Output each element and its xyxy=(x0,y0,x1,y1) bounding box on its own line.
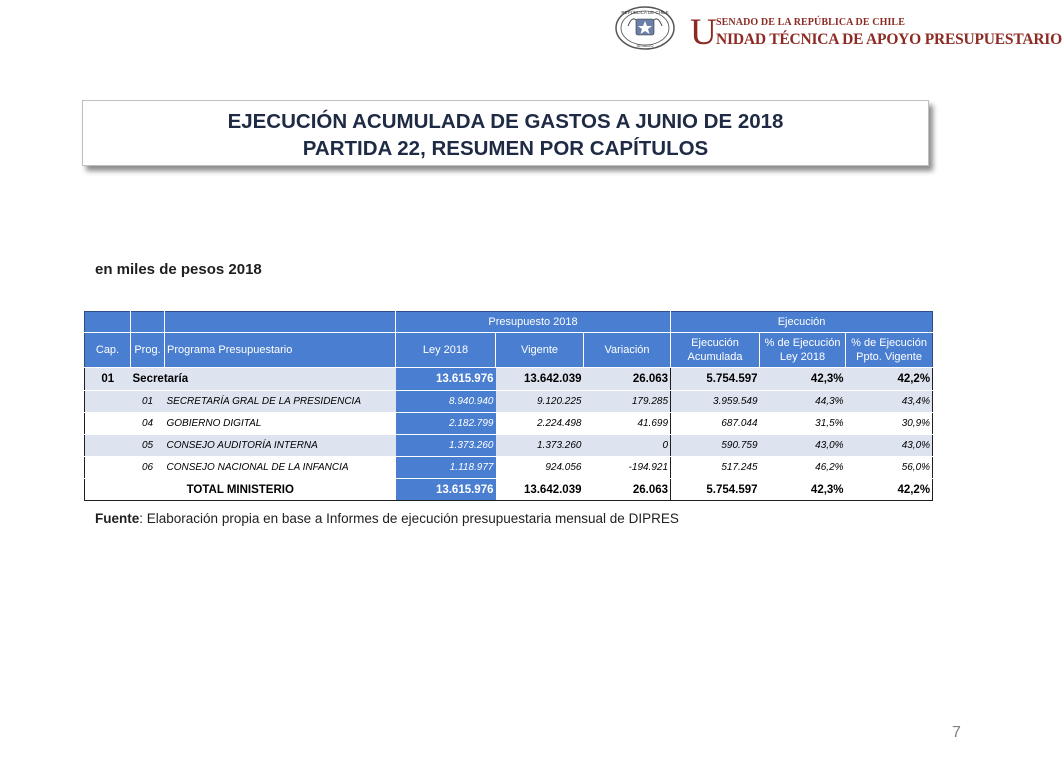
chapter-variacion: 26.063 xyxy=(584,368,671,391)
chapter-ejecucion: 5.754.597 xyxy=(671,368,760,391)
program-variacion: -194.921 xyxy=(584,457,671,479)
program-name: CONSEJO NACIONAL DE LA INFANCIA xyxy=(165,457,396,479)
brand-senate-caption: SENADO DE LA REPÚBLICA DE CHILE xyxy=(716,17,905,28)
source-text: : Elaboración propia en base a Informes de ejecución presupuestaria mensual de DIPRES xyxy=(139,511,679,526)
program-pct-ley: 44,3% xyxy=(760,391,846,413)
chapter-vigente: 13.642.039 xyxy=(496,368,584,391)
program-ley: 2.182.799 xyxy=(396,413,496,435)
program-ley: 8.940.940 xyxy=(396,391,496,413)
chapter-cap: 01 xyxy=(85,368,131,391)
program-vigente: 924.056 xyxy=(496,457,584,479)
program-code: 06 xyxy=(131,457,165,479)
program-pct-vigente: 43,0% xyxy=(846,435,933,457)
chapter-ley: 13.615.976 xyxy=(396,368,496,391)
svg-text:SENADO: SENADO xyxy=(636,43,654,48)
program-vigente: 1.373.260 xyxy=(496,435,584,457)
header-group-ejecucion: Ejecución xyxy=(671,312,933,333)
program-variacion: 179.285 xyxy=(584,391,671,413)
program-ley: 1.373.260 xyxy=(396,435,496,457)
program-ejecucion: 590.759 xyxy=(671,435,760,457)
program-name: SECRETARÍA GRAL DE LA PRESIDENCIA xyxy=(165,391,396,413)
program-name: CONSEJO AUDITORÍA INTERNA xyxy=(165,435,396,457)
header-blank-cell xyxy=(85,312,131,333)
total-vigente: 13.642.039 xyxy=(496,479,584,501)
program-code: 05 xyxy=(131,435,165,457)
source-label: Fuente xyxy=(95,511,140,526)
page-number: 7 xyxy=(952,724,961,741)
chapter-name: Secretaría xyxy=(131,368,396,391)
total-variacion: 26.063 xyxy=(584,479,671,501)
program-pct-vigente: 56,0% xyxy=(846,457,933,479)
program-variacion: 41.699 xyxy=(584,413,671,435)
program-vigente: 9.120.225 xyxy=(496,391,584,413)
program-pct-vigente: 43,4% xyxy=(846,391,933,413)
header-variacion: Variación xyxy=(584,333,671,368)
chapter-row xyxy=(85,368,933,391)
units-caption: en miles de pesos 2018 xyxy=(95,261,262,278)
total-ley: 13.615.976 xyxy=(396,479,496,501)
header-vigente: Vigente xyxy=(496,333,584,368)
header-ley: Ley 2018 xyxy=(396,333,496,368)
brand-unit-name: NIDAD TÉCNICA DE APOYO PRESUPUESTARIO xyxy=(716,31,1062,48)
total-pct-vigente: 42,2% xyxy=(846,479,933,501)
program-code: 01 xyxy=(131,391,165,413)
program-cap xyxy=(85,457,131,479)
program-ejecucion: 687.044 xyxy=(671,413,760,435)
senate-seal-logo xyxy=(614,6,676,50)
program-row xyxy=(85,413,933,435)
program-pct-vigente: 30,9% xyxy=(846,413,933,435)
svg-text:REPÚBLICA DE CHILE: REPÚBLICA DE CHILE xyxy=(621,10,669,15)
program-name: GOBIERNO DIGITAL xyxy=(165,413,396,435)
table-header-columns-row xyxy=(85,333,933,368)
program-ley: 1.118.977 xyxy=(396,457,496,479)
table-header-group-row xyxy=(85,312,933,333)
program-row xyxy=(85,435,933,457)
header-ejecucion: Ejecución Acumulada xyxy=(671,333,760,368)
total-label: TOTAL MINISTERIO xyxy=(85,479,396,501)
page-title: EJECUCIÓN ACUMULADA DE GASTOS A JUNIO DE 2018 xyxy=(227,110,784,133)
total-ejecucion: 5.754.597 xyxy=(671,479,760,501)
program-pct-ley: 46,2% xyxy=(760,457,846,479)
total-pct-ley: 42,3% xyxy=(760,479,846,501)
program-vigente: 2.224.498 xyxy=(496,413,584,435)
title-box xyxy=(82,100,929,166)
budget-execution-table xyxy=(84,311,933,501)
header-pct-ley: % de Ejecución Ley 2018 xyxy=(760,333,846,368)
source-note xyxy=(95,511,679,526)
program-cap xyxy=(85,413,131,435)
page-subtitle: PARTIDA 22, RESUMEN POR CAPÍTULOS xyxy=(302,137,709,160)
chapter-pct-vigente: 42,2% xyxy=(846,368,933,391)
program-row xyxy=(85,391,933,413)
program-cap xyxy=(85,391,131,413)
total-row xyxy=(85,479,933,501)
program-pct-ley: 31,5% xyxy=(760,413,846,435)
header-prog: Prog. xyxy=(131,333,165,368)
header-pct-vigente: % de Ejecución Ppto. Vigente xyxy=(846,333,933,368)
chapter-pct-ley: 42,3% xyxy=(760,368,846,391)
brand-initial-letter: U xyxy=(690,12,717,53)
program-variacion: 0 xyxy=(584,435,671,457)
header-blank-cell xyxy=(131,312,165,333)
header-group-presupuesto: Presupuesto 2018 xyxy=(396,312,671,333)
header-programa: Programa Presupuestario xyxy=(165,333,396,368)
header-blank-cell xyxy=(165,312,396,333)
program-code: 04 xyxy=(131,413,165,435)
header-cap: Cap. xyxy=(85,333,131,368)
program-cap xyxy=(85,435,131,457)
program-ejecucion: 517.245 xyxy=(671,457,760,479)
program-pct-ley: 43,0% xyxy=(760,435,846,457)
program-ejecucion: 3.959.549 xyxy=(671,391,760,413)
program-row xyxy=(85,457,933,479)
